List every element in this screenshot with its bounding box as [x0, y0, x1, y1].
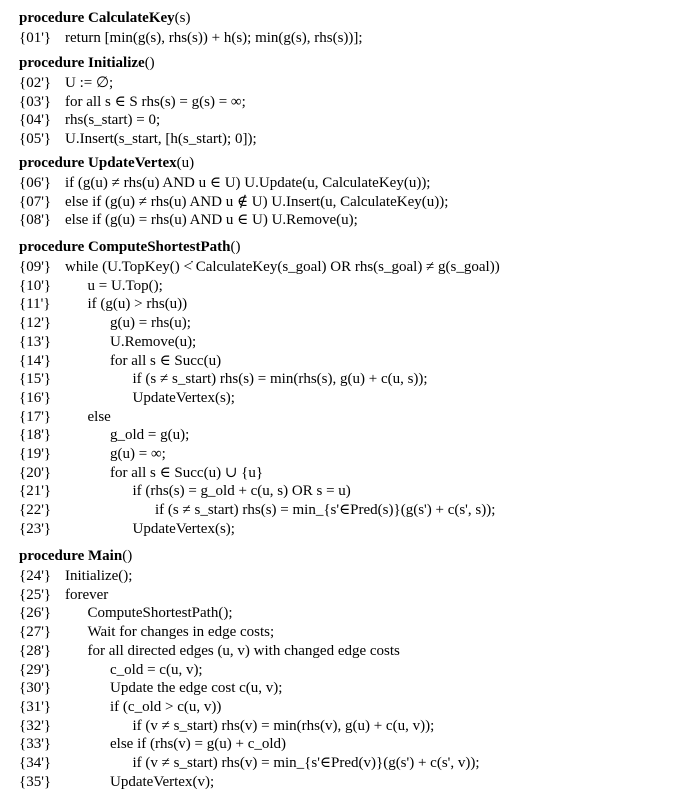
code-text: for all s ∈ Succ(u): [110, 352, 222, 369]
line-number: {29'}: [19, 661, 52, 678]
code-text: ComputeShortestPath();: [87, 605, 233, 622]
code-line: [19, 258, 500, 276]
code-text: Initialize();: [65, 568, 133, 584]
line-number: {11'}: [19, 296, 51, 313]
line-number: {04'}: [19, 112, 52, 129]
code-line: [19, 426, 190, 444]
code-line: [19, 754, 480, 772]
code-text: u = U.Top();: [87, 277, 163, 294]
code-line: [19, 333, 197, 351]
code-line: [19, 567, 133, 585]
code-line: [19, 501, 496, 519]
line-number: {24'}: [19, 568, 52, 584]
code-text: g_old = g(u);: [110, 427, 190, 444]
code-text: UpdateVertex(v);: [110, 773, 215, 790]
code-line: [19, 29, 363, 47]
procedure-title: procedure CalculateKey(s): [19, 10, 191, 26]
code-text: forever: [65, 586, 109, 603]
code-text: if (g(u) > rhs(u)): [87, 296, 188, 313]
code-text: U.Remove(u);: [110, 333, 197, 350]
code-text: c_old = c(u, v);: [110, 661, 203, 678]
line-number: {19'}: [19, 446, 52, 462]
line-number: {34'}: [19, 755, 52, 771]
line-number: {28'}: [19, 642, 52, 659]
code-text: for all directed edges (u, v) with changed edge costs: [87, 642, 400, 659]
code-line: [19, 586, 109, 604]
line-number: {30'}: [19, 680, 52, 697]
code-line: [19, 408, 111, 426]
line-number: {09'}: [19, 259, 52, 275]
line-number: {02'}: [19, 75, 52, 91]
line-number: {13'}: [19, 333, 52, 350]
line-number: {14'}: [19, 352, 52, 369]
code-line: [19, 604, 233, 622]
line-number: {31'}: [19, 698, 52, 715]
procedure-title: procedure Main(): [19, 548, 133, 564]
line-number: {18'}: [19, 427, 52, 444]
code-line: [19, 174, 431, 192]
code-line: [19, 130, 257, 148]
code-text: Update the edge cost c(u, v);: [110, 680, 283, 697]
code-line: [19, 679, 283, 697]
code-text: if (v ≠ s_start) rhs(v) = min(rhs(v), g(u) + c(u, v));: [132, 717, 435, 734]
code-line: [19, 314, 191, 332]
procedure-title: procedure ComputeShortestPath(): [19, 239, 241, 255]
code-text: if (g(u) ≠ rhs(u) AND u ∈ U) U.Update(u, CalculateKey(u));: [65, 175, 431, 191]
code-text: g(u) = rhs(u);: [110, 315, 191, 332]
code-text: else: [87, 408, 111, 425]
line-number: {12'}: [19, 315, 52, 332]
line-number: {16'}: [19, 389, 52, 406]
code-line: [19, 773, 215, 791]
line-number: {27'}: [19, 624, 52, 641]
line-number: {20'}: [19, 464, 52, 481]
line-number: {08'}: [19, 212, 52, 229]
code-text: if (s ≠ s_start) rhs(s) = min(rhs(s), g(u) + c(u, s));: [132, 371, 428, 388]
code-text: UpdateVertex(s);: [132, 389, 235, 406]
code-line: [19, 211, 358, 229]
line-number: {15'}: [19, 371, 52, 388]
code-text: else if (rhs(v) = g(u) + c_old): [110, 736, 287, 753]
line-number: {25'}: [19, 586, 52, 603]
line-number: {23'}: [19, 520, 52, 537]
line-number: {10'}: [19, 277, 52, 294]
procedure-title: procedure UpdateVertex(u): [19, 155, 195, 171]
line-number: {32'}: [19, 717, 52, 734]
code-line: [19, 520, 235, 538]
code-line: [19, 698, 222, 716]
code-line: [19, 111, 161, 129]
line-number: {26'}: [19, 605, 52, 622]
code-line: [19, 389, 235, 407]
code-line: [19, 661, 203, 679]
code-line: [19, 295, 188, 313]
code-text: g(u) = ∞;: [110, 446, 166, 462]
line-number: {01'}: [19, 30, 52, 46]
line-number: {03'}: [19, 93, 52, 110]
code-text: UpdateVertex(s);: [132, 520, 235, 537]
code-text: U.Insert(s_start, [h(s_start); 0]);: [65, 131, 257, 148]
code-line: [19, 352, 222, 370]
code-line: [19, 717, 435, 735]
code-line: [19, 735, 287, 753]
code-text: for all s ∈ Succ(u) ∪ {u}: [110, 464, 264, 481]
code-text: if (s ≠ s_start) rhs(s) = min_{s'∈Pred(s)}(g(s') + c(s', s));: [155, 502, 496, 519]
line-number: {21'}: [19, 483, 52, 500]
code-text: rhs(s_start) = 0;: [65, 112, 161, 129]
code-text: while (U.TopKey() <̇ CalculateKey(s_goal) OR rhs(s_goal) ≠ g(s_goal)): [65, 259, 500, 275]
code-line: [19, 277, 163, 295]
code-line: [19, 93, 246, 111]
code-text: return [min(g(s), rhs(s)) + h(s); min(g(s), rhs(s))];: [65, 30, 363, 46]
code-text: if (v ≠ s_start) rhs(v) = min_{s'∈Pred(v)}(g(s') + c(s', v));: [132, 755, 480, 771]
code-text: else if (g(u) ≠ rhs(u) AND u ∉ U) U.Insert(u, CalculateKey(u));: [65, 193, 449, 210]
code-line: [19, 464, 264, 482]
line-number: {06'}: [19, 175, 52, 191]
code-text: else if (g(u) = rhs(u) AND u ∈ U) U.Remove(u);: [65, 212, 358, 229]
code-text: Wait for changes in edge costs;: [87, 624, 275, 641]
line-number: {17'}: [19, 408, 52, 425]
code-text: if (rhs(s) = g_old + c(u, s) OR s = u): [132, 483, 351, 500]
code-text: U := ∅;: [65, 75, 114, 91]
line-number: {35'}: [19, 773, 52, 790]
code-line: [19, 642, 400, 660]
code-text: for all s ∈ S rhs(s) = g(s) = ∞;: [65, 93, 246, 110]
code-line: [19, 193, 449, 211]
code-line: [19, 74, 114, 92]
procedure-title: procedure Initialize(): [19, 55, 155, 71]
line-number: {22'}: [19, 502, 52, 519]
code-line: [19, 623, 275, 641]
code-line: [19, 445, 166, 463]
code-text: if (c_old > c(u, v)): [110, 698, 222, 715]
line-number: {07'}: [19, 193, 52, 210]
code-line: [19, 482, 351, 500]
line-number: {33'}: [19, 736, 52, 753]
code-line: [19, 370, 428, 388]
line-number: {05'}: [19, 131, 52, 148]
